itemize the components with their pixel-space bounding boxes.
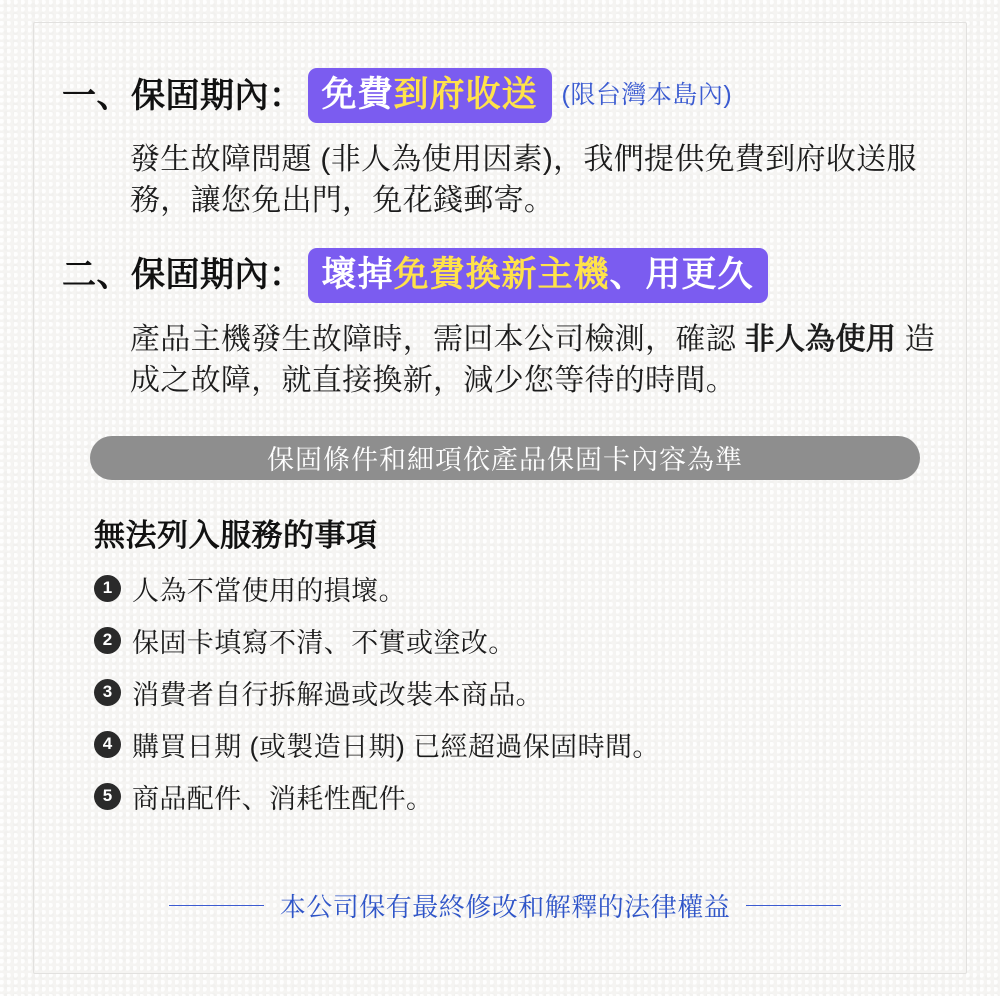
section-2-heading [62,248,948,303]
list-number-badge: 5 [94,783,121,810]
list-number-badge: 3 [94,679,121,706]
list-number-badge: 4 [94,731,121,758]
warranty-condition-banner: 保固條件和細項依產品保固卡內容為準 [90,436,920,480]
list-item [94,569,948,608]
section-2-ribbon-part-1: 壞掉 [321,254,394,294]
list-item-text: 購買日期 (或製造日期) 已經超過保固時間。 [132,731,660,762]
section-2-ribbon-part-2: 免費換新主機 [393,254,610,294]
section-2-ribbon [308,248,768,303]
section-2-body-bold: 非人為使用 [744,322,897,356]
exclusions-title: 無法列入服務的事項 [94,517,378,553]
list-number-badge: 2 [94,627,121,654]
list-item-text: 保固卡填寫不清、不實或塗改。 [132,627,516,658]
exclusions-list [94,569,948,816]
section-1-body: 發生故障問題 (非人為使用因素)，我們提供免費到府收送服務，讓您免出門，免花錢郵寄。 [130,143,917,218]
list-item [94,673,948,712]
section-2-body [130,319,948,402]
section-1-note: (限台灣本島內) [561,81,733,109]
section-2-ribbon-part-3: 、用更久 [609,254,754,294]
section-1-ribbon-part-2: 到府收送 [393,75,538,114]
section-1-lead: 一、保固期內： [62,76,304,115]
section-1-ribbon-part-1: 免費 [321,75,394,114]
list-number-badge: 1 [94,575,121,602]
footer-rule-right [746,905,841,906]
footer-text: 本公司保有最終修改和解釋的法律權益 [279,892,731,922]
section-1-ribbon [308,68,552,123]
section-1-heading [62,68,948,123]
list-item [94,621,948,660]
list-item-text: 商品配件、消耗性配件。 [132,783,434,814]
section-2-body-pre: 產品主機發生故障時，需回本公司檢測，確認 [130,322,745,356]
list-item-text: 消費者自行拆解過或改裝本商品。 [132,679,543,710]
warranty-condition-banner-wrap [90,436,920,480]
footer-rule-left [169,905,264,906]
list-item-text: 人為不當使用的損壞。 [132,575,406,606]
list-item [94,777,948,816]
footer-disclaimer [62,887,948,924]
list-item [94,725,948,764]
section-2-body-post: 造成之故障，就直接換新，減少您等待的時間。 [130,322,936,398]
section-2-lead: 二、保固期內： [62,256,304,295]
